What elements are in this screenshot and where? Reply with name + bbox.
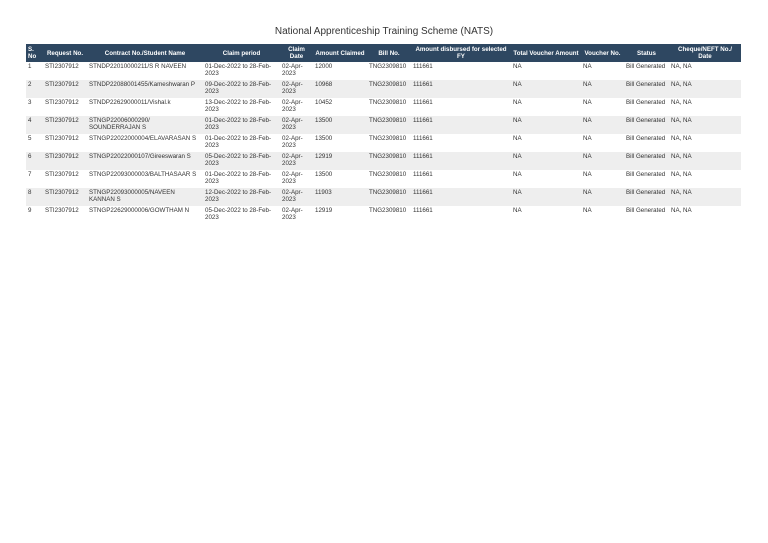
cell-amount-disbursed: 111661: [411, 62, 511, 80]
cell-status: Bill Generated: [624, 116, 669, 134]
cell-sno: 4: [26, 116, 43, 134]
cell-cheque-neft: NA, NA: [669, 188, 741, 206]
col-header-sno: S. No: [26, 44, 43, 62]
cell-amount-claimed: 10968: [313, 80, 367, 98]
cell-status: Bill Generated: [624, 152, 669, 170]
cell-contract-student: STNGP22093000005/NAVEEN KANNAN S: [87, 188, 203, 206]
table-row: [26, 206, 741, 224]
cell-amount-disbursed: 111661: [411, 80, 511, 98]
cell-total-voucher: NA: [511, 80, 581, 98]
cell-amount-claimed: 12919: [313, 152, 367, 170]
cell-amount-claimed: 13500: [313, 116, 367, 134]
cell-amount-disbursed: 111661: [411, 134, 511, 152]
cell-amount-disbursed: 111661: [411, 206, 511, 224]
table-row: [26, 80, 741, 98]
cell-cheque-neft: NA, NA: [669, 152, 741, 170]
claims-table: [26, 44, 741, 224]
cell-claim-date: 02-Apr-2023: [280, 116, 313, 134]
cell-amount-disbursed: 111661: [411, 170, 511, 188]
cell-claim-period: 12-Dec-2022 to 28-Feb-2023: [203, 188, 280, 206]
cell-request-no: STI2307912: [43, 152, 87, 170]
cell-cheque-neft: NA, NA: [669, 206, 741, 224]
table-row: [26, 152, 741, 170]
cell-total-voucher: NA: [511, 170, 581, 188]
cell-total-voucher: NA: [511, 152, 581, 170]
cell-contract-student: STNDP22088001455/Kameshwaran P: [87, 80, 203, 98]
cell-status: Bill Generated: [624, 98, 669, 116]
table-row: [26, 98, 741, 116]
cell-request-no: STI2307912: [43, 116, 87, 134]
table-row: [26, 116, 741, 134]
cell-amount-claimed: 10452: [313, 98, 367, 116]
cell-sno: 7: [26, 170, 43, 188]
col-header-contract-student: Contract No./Student Name: [87, 44, 203, 62]
col-header-cheque-neft: Cheque/NEFT No./ Date: [669, 44, 741, 62]
cell-total-voucher: NA: [511, 188, 581, 206]
cell-claim-date: 02-Apr-2023: [280, 134, 313, 152]
cell-voucher-no: NA: [581, 170, 624, 188]
cell-contract-student: STNGP22629000006/GOWTHAM N: [87, 206, 203, 224]
cell-total-voucher: NA: [511, 62, 581, 80]
cell-cheque-neft: NA, NA: [669, 98, 741, 116]
cell-bill-no: TNG2309810: [367, 206, 411, 224]
cell-cheque-neft: NA, NA: [669, 80, 741, 98]
cell-status: Bill Generated: [624, 134, 669, 152]
cell-claim-date: 02-Apr-2023: [280, 152, 313, 170]
table-row: [26, 134, 741, 152]
cell-amount-claimed: 11903: [313, 188, 367, 206]
table-body: [26, 62, 741, 224]
col-header-voucher-no: Voucher No.: [581, 44, 624, 62]
cell-amount-claimed: 12000: [313, 62, 367, 80]
cell-amount-disbursed: 111661: [411, 152, 511, 170]
cell-status: Bill Generated: [624, 62, 669, 80]
cell-bill-no: TNG2309810: [367, 80, 411, 98]
cell-bill-no: TNG2309810: [367, 170, 411, 188]
cell-contract-student: STNGP22093000003/BALTHASAAR S: [87, 170, 203, 188]
cell-bill-no: TNG2309810: [367, 62, 411, 80]
cell-request-no: STI2307912: [43, 98, 87, 116]
cell-sno: 6: [26, 152, 43, 170]
cell-bill-no: TNG2309810: [367, 134, 411, 152]
table-row: [26, 170, 741, 188]
cell-contract-student: STNGP22022000004/ELAVARASAN S: [87, 134, 203, 152]
cell-bill-no: TNG2309810: [367, 188, 411, 206]
col-header-total-voucher: Total Voucher Amount: [511, 44, 581, 62]
cell-claim-period: 13-Dec-2022 to 28-Feb-2023: [203, 98, 280, 116]
cell-status: Bill Generated: [624, 80, 669, 98]
cell-bill-no: TNG2309810: [367, 98, 411, 116]
cell-claim-date: 02-Apr-2023: [280, 62, 313, 80]
cell-sno: 9: [26, 206, 43, 224]
col-header-status: Status: [624, 44, 669, 62]
page-title: National Apprenticeship Training Scheme (NATS): [274, 26, 494, 37]
col-header-amount-claimed: Amount Claimed: [313, 44, 367, 62]
cell-sno: 8: [26, 188, 43, 206]
cell-total-voucher: NA: [511, 206, 581, 224]
cell-voucher-no: NA: [581, 134, 624, 152]
col-header-claim-period: Claim period: [203, 44, 280, 62]
cell-bill-no: TNG2309810: [367, 116, 411, 134]
cell-claim-period: 01-Dec-2022 to 28-Feb-2023: [203, 116, 280, 134]
cell-bill-no: TNG2309810: [367, 152, 411, 170]
cell-amount-disbursed: 111661: [411, 116, 511, 134]
cell-amount-disbursed: 111661: [411, 98, 511, 116]
col-header-request-no: Request No.: [43, 44, 87, 62]
cell-voucher-no: NA: [581, 98, 624, 116]
cell-voucher-no: NA: [581, 80, 624, 98]
col-header-bill-no: Bill No.: [367, 44, 411, 62]
table-row: [26, 62, 741, 80]
cell-voucher-no: NA: [581, 152, 624, 170]
cell-claim-period: 01-Dec-2022 to 28-Feb-2023: [203, 134, 280, 152]
cell-request-no: STI2307912: [43, 80, 87, 98]
cell-total-voucher: NA: [511, 134, 581, 152]
col-header-amount-disbursed: Amount disbursed for selected FY: [411, 44, 511, 62]
cell-claim-date: 02-Apr-2023: [280, 170, 313, 188]
cell-claim-period: 05-Dec-2022 to 28-Feb-2023: [203, 206, 280, 224]
cell-claim-period: 09-Dec-2022 to 28-Feb-2023: [203, 80, 280, 98]
table-header-row: [26, 44, 741, 62]
cell-status: Bill Generated: [624, 170, 669, 188]
cell-request-no: STI2307912: [43, 134, 87, 152]
cell-amount-claimed: 12919: [313, 206, 367, 224]
cell-contract-student: STNDP22010000211/S R NAVEEN: [87, 62, 203, 80]
cell-cheque-neft: NA, NA: [669, 62, 741, 80]
cell-cheque-neft: NA, NA: [669, 116, 741, 134]
cell-status: Bill Generated: [624, 206, 669, 224]
cell-claim-date: 02-Apr-2023: [280, 206, 313, 224]
col-header-claim-date: Claim Date: [280, 44, 313, 62]
cell-sno: 3: [26, 98, 43, 116]
cell-amount-claimed: 13500: [313, 170, 367, 188]
cell-voucher-no: NA: [581, 116, 624, 134]
cell-voucher-no: NA: [581, 62, 624, 80]
cell-contract-student: STNDP22629000011/Vishal.k: [87, 98, 203, 116]
cell-request-no: STI2307912: [43, 188, 87, 206]
cell-request-no: STI2307912: [43, 170, 87, 188]
cell-claim-date: 02-Apr-2023: [280, 188, 313, 206]
cell-total-voucher: NA: [511, 116, 581, 134]
cell-claim-period: 05-Dec-2022 to 28-Feb-2023: [203, 152, 280, 170]
cell-amount-claimed: 13500: [313, 134, 367, 152]
cell-request-no: STI2307912: [43, 62, 87, 80]
cell-voucher-no: NA: [581, 206, 624, 224]
cell-claim-period: 01-Dec-2022 to 28-Feb-2023: [203, 170, 280, 188]
cell-claim-date: 02-Apr-2023: [280, 98, 313, 116]
cell-claim-date: 02-Apr-2023: [280, 80, 313, 98]
cell-claim-period: 01-Dec-2022 to 28-Feb-2023: [203, 62, 280, 80]
cell-amount-disbursed: 111661: [411, 188, 511, 206]
cell-sno: 2: [26, 80, 43, 98]
cell-cheque-neft: NA, NA: [669, 170, 741, 188]
cell-total-voucher: NA: [511, 98, 581, 116]
cell-voucher-no: NA: [581, 188, 624, 206]
cell-sno: 1: [26, 62, 43, 80]
cell-contract-student: STNGP22006000290/ SOUNDERRAJAN S: [87, 116, 203, 134]
cell-contract-student: STNGP22022000107/Gireeswaran S: [87, 152, 203, 170]
table-row: [26, 188, 741, 206]
cell-status: Bill Generated: [624, 188, 669, 206]
cell-request-no: STI2307912: [43, 206, 87, 224]
cell-sno: 5: [26, 134, 43, 152]
cell-cheque-neft: NA, NA: [669, 134, 741, 152]
